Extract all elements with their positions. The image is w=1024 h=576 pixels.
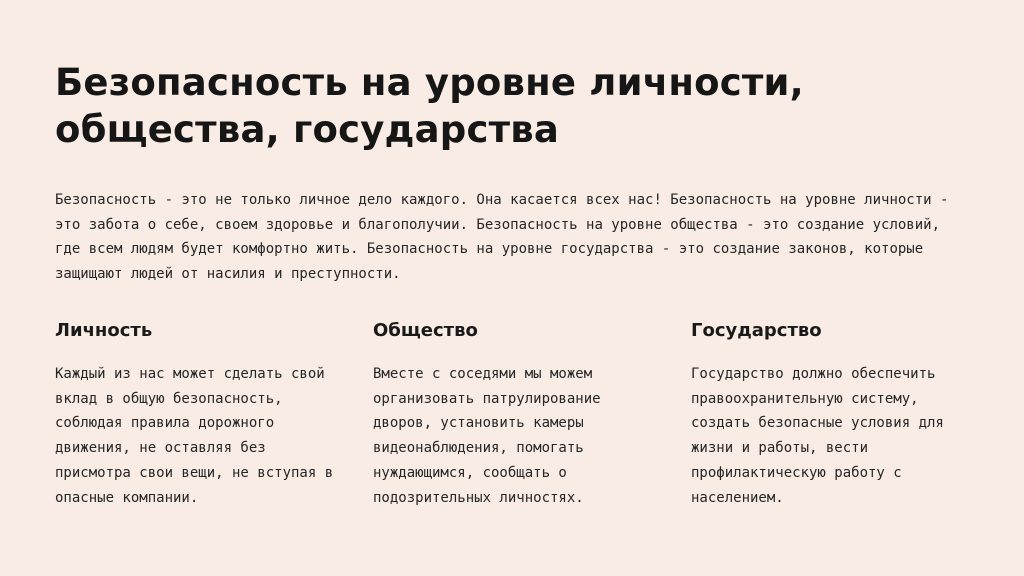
slide-title-line-1: Безопасность на уровне личности, [55, 61, 804, 104]
column-state [691, 318, 971, 510]
slide-title-line-2: общества, государства [55, 108, 560, 151]
column-heading-society: Общество [373, 320, 478, 341]
column-personality [55, 318, 335, 510]
column-heading-personality: Личность [55, 320, 153, 341]
column-heading-state: Государство [691, 320, 822, 341]
column-text-society: Вместе с соседями мы можем организовать патрулирование дворов, установить камеры видеонаблюдения, помогать нуждающимся, сообщать о подозрительных личностях. [373, 366, 601, 506]
slide-title [55, 59, 970, 153]
column-text-state: Государство должно обеспечить правоохранительную систему, создать безопасные условия для жизни и работы, вести профилактическую работу с населением. [691, 366, 944, 506]
column-society [373, 318, 653, 510]
slide [55, 0, 970, 576]
column-text-personality: Каждый из нас может сделать свой вклад в общую безопасность, соблюдая правила дорожного движения, не оставляя без присмотра свои вещи, не вступая в опасные компании. [55, 366, 334, 506]
intro-paragraph: Безопасность - это не только личное дело каждого. Она касается всех нас! Безопасность на уровне личности - это забота о себе, своем здоровье и благополучии. Безопасность на уровне общества - это создание условий, где всем людям будет комфортно жить. Безопасность на уровне государства - это создание законов, которые защищают людей от насилия и преступности. [55, 192, 949, 282]
